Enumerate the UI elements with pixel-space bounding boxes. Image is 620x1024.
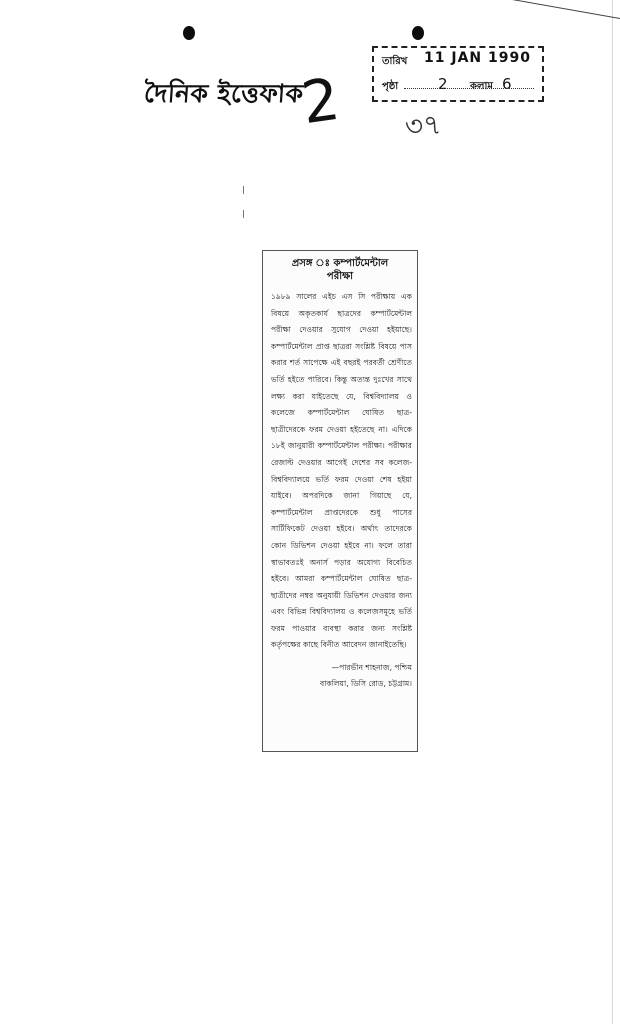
stamp-date-label: তারিখ <box>382 56 408 67</box>
stamp-column-label: কলাম <box>470 81 493 92</box>
stamp-dotted-line <box>404 88 534 89</box>
clipping-byline <box>271 660 412 692</box>
punch-hole-left <box>183 26 195 40</box>
handwritten-page-number: 2 <box>297 64 344 138</box>
byline-line2: বাকলিয়া, ডিসি রোড, চট্টগ্রাম। <box>319 679 412 689</box>
date-stamp <box>372 46 544 102</box>
clipping-title <box>263 257 417 283</box>
margin-tick <box>243 210 244 218</box>
margin-tick <box>243 186 244 194</box>
page-edge-line <box>612 0 613 1024</box>
stamp-page-value: 2 <box>438 75 448 93</box>
newspaper-clipping <box>262 250 418 752</box>
stamp-page-label: পৃষ্ঠা <box>382 81 399 92</box>
clipping-title-line2: পরীক্ষা <box>326 271 354 282</box>
corner-fold-line <box>487 0 620 49</box>
stamp-date-value: 11 JAN 1990 <box>424 50 531 66</box>
byline-line1: —পারভীন শাহনাজ, পশ্চিম <box>331 663 412 673</box>
stamp-column-value: 6 <box>502 75 512 93</box>
clipping-title-line1: প্রসঙ্গ ঃ কম্পার্টমেন্টাল <box>291 258 389 269</box>
newspaper-name: দৈনিক ইত্তেফাক <box>143 79 305 108</box>
handwritten-serial-number: ৩৭ <box>403 107 443 144</box>
punch-hole-right <box>412 26 424 40</box>
clipping-body: ১৯৮৯ সালের এইচ এস সি পরীক্ষায় এক বিষয়ে অকৃতকার্য ছাত্রদের কম্পার্টমেন্টাল পরীক্ষা দেওয়ার সুযোগ দেওয়া হইয়াছে। কম্পার্টমেন্টাল প্রাপ্ত ছাত্ররা সংশ্লিষ্ট বিষয়ে পাস করার শর্ত সাপেক্ষে এই বছরই পরবর্তী শ্রেণীতে ভর্তি হইতে পারিবে। কিন্তু অত্যন্ত দুঃখের সাথে লক্ষ্য করা যাইতেছে যে, বিশ্ববিদ্যালয় ও কলেজে কম্পার্টমেন্টাল ঘোষিত ছাত্র-ছাত্রীদেরকে ফরম দেওয়া হইতেছে না। এদিকে ১৮ই জানুয়ারী কম্পার্টমেন্টাল পরীক্ষা। পরীক্ষার রেজাল্ট দেওয়ার আগেই দেশের সব কলেজ-বিশ্ববিদ্যালয়ে ভর্তি ফরম দেওয়া শেষ হইয়া যাইবে। অপরদিকে জানা গিয়াছে যে, কম্পার্টমেন্টাল প্রাপ্তদেরকে শুধু পাসের সার্টিফিকেট দেওয়া হইবে। অর্থাৎ তাদেরকে কোন ডিভিশন দেওয়া হইবে না। ফলে তারা স্বাভাবতঃই অনার্স পড়ার অযোগ্য বিবেচিত হইবে। আমরা কম্পার্টমেন্টাল ঘোষিত ছাত্র-ছাত্রীদের নম্বর অনুযায়ী ডিভিশন দেওয়ার জন্য এবং বিভিন্ন বিশ্ববিদ্যালয় ও কলেজসমূহে ভর্তি ফরম পাওয়ার ব্যবস্থা করার জন্য সংশ্লিষ্ট কর্তৃপক্ষের কাছে বিনীত আবেদন জানাইতেছি। <box>271 292 412 650</box>
